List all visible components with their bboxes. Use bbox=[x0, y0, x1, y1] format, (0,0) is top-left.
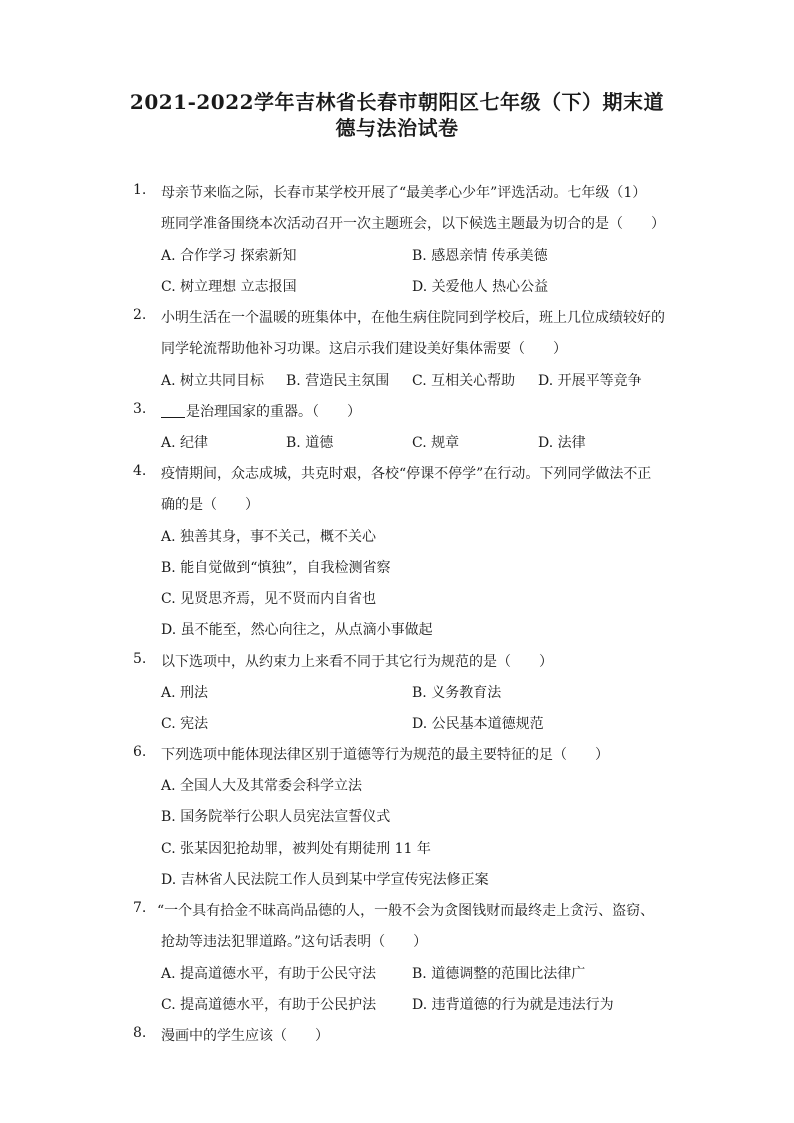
question-number: 1. bbox=[133, 182, 147, 198]
option-d[interactable]: D. 违背道德的行为就是违法行为 bbox=[412, 997, 614, 1013]
question-number: 2. bbox=[133, 307, 147, 323]
question-number: 3. bbox=[133, 401, 147, 417]
question-text-line: 小明生活在一个温暖的班集体中，在他生病住院同到学校后，班上几位成绩较好的 bbox=[161, 310, 665, 326]
question-text-line: 同学轮流帮助他补习功课。这启示我们建设美好集体需要（ ） bbox=[161, 341, 567, 357]
option-d[interactable]: D. 虽不能至，然心向往之，从点滴小事做起 bbox=[161, 622, 433, 638]
question-number: 7. bbox=[133, 900, 147, 916]
option-d[interactable]: D. 吉林省人民法院工作人员到某中学宣传宪法修正案 bbox=[161, 872, 489, 888]
option-c[interactable]: C. 张某因犯抢劫罪，被判处有期徒刑 11 年 bbox=[161, 841, 431, 857]
option-b[interactable]: B. 义务教育法 bbox=[412, 685, 502, 701]
option-d[interactable]: D. 法律 bbox=[538, 435, 586, 451]
option-a[interactable]: A. 独善其身，事不关己，概不关心 bbox=[161, 529, 377, 545]
question-text-line: 漫画中的学生应该（ ） bbox=[161, 1028, 329, 1044]
option-a[interactable]: A. 纪律 bbox=[161, 435, 209, 451]
option-b[interactable]: B. 道德调整的范围比法律广 bbox=[412, 966, 586, 982]
option-c[interactable]: C. 宪法 bbox=[161, 716, 209, 732]
question-text-line: “一个具有拾金不昧高尚品德的人，一般不会为贪图钱财而最终走上贪污、盗窃、 bbox=[157, 903, 655, 919]
option-b[interactable]: B. 感恩亲情 传承美德 bbox=[412, 248, 548, 264]
title-line-2: 德与法治试卷 bbox=[335, 116, 459, 140]
option-d[interactable]: D. 开展平等竞争 bbox=[538, 373, 642, 389]
option-c[interactable]: C. 提高道德水平，有助于公民护法 bbox=[161, 997, 377, 1013]
option-c[interactable]: C. 互相关心帮助 bbox=[412, 373, 516, 389]
question-text: 是治理国家的重器。（ ） bbox=[186, 404, 361, 420]
option-b[interactable]: B. 营造民主氛围 bbox=[286, 373, 390, 389]
option-a[interactable]: A. 全国人大及其常委会科学立法 bbox=[161, 778, 363, 794]
option-d[interactable]: D. 关爱他人 热心公益 bbox=[412, 279, 549, 295]
fill-in-blank bbox=[161, 403, 185, 418]
option-d[interactable]: D. 公民基本道德规范 bbox=[412, 716, 544, 732]
option-a[interactable]: A. 提高道德水平，有助于公民守法 bbox=[161, 966, 377, 982]
question-text-line: 母亲节来临之际，长春市某学校开展了“最美孝心少年”评选活动。七年级（1） bbox=[161, 185, 647, 201]
question-number: 4. bbox=[133, 463, 147, 479]
option-a[interactable]: A. 树立共同目标 bbox=[161, 373, 265, 389]
option-b[interactable]: B. 国务院举行公职人员宪法宣誓仪式 bbox=[161, 809, 391, 825]
question-text-line: 班同学准备围绕本次活动召开一次主题班会，以下候选主题最为切合的是（ ） bbox=[161, 216, 665, 232]
question-text-line: 确的是（ ） bbox=[161, 497, 259, 513]
question-number: 8. bbox=[133, 1025, 147, 1041]
option-b[interactable]: B. 道德 bbox=[286, 435, 334, 451]
option-c[interactable]: C. 见贤思齐焉，见不贤而内自省也 bbox=[161, 591, 377, 607]
question-text-line: 下列选项中能体现法律区别于道德等行为规范的最主要特征的足（ ） bbox=[161, 747, 609, 763]
question-text-line bbox=[161, 401, 361, 421]
option-b[interactable]: B. 能自觉做到“慎独”，自我检测省察 bbox=[161, 560, 391, 576]
question-number: 5. bbox=[133, 651, 147, 667]
option-c[interactable]: C. 树立理想 立志报国 bbox=[161, 279, 297, 295]
option-a[interactable]: A. 刑法 bbox=[161, 685, 209, 701]
question-text-line: 疫情期间，众志成城，共克时艰，各校“停课不停学”在行动。下列同学做法不正 bbox=[161, 466, 652, 482]
question-number: 6. bbox=[133, 744, 147, 760]
title-line-1: 2021-2022学年吉林省长春市朝阳区七年级（下）期末道 bbox=[129, 90, 665, 114]
option-c[interactable]: C. 规章 bbox=[412, 435, 460, 451]
question-text-line: 以下选项中，从约束力上来看不同于其它行为规范的是（ ） bbox=[161, 654, 553, 670]
question-text-line: 抢劫等违法犯罪道路。”这句话表明（ ） bbox=[161, 934, 428, 950]
option-a[interactable]: A. 合作学习 探索新知 bbox=[161, 248, 297, 264]
